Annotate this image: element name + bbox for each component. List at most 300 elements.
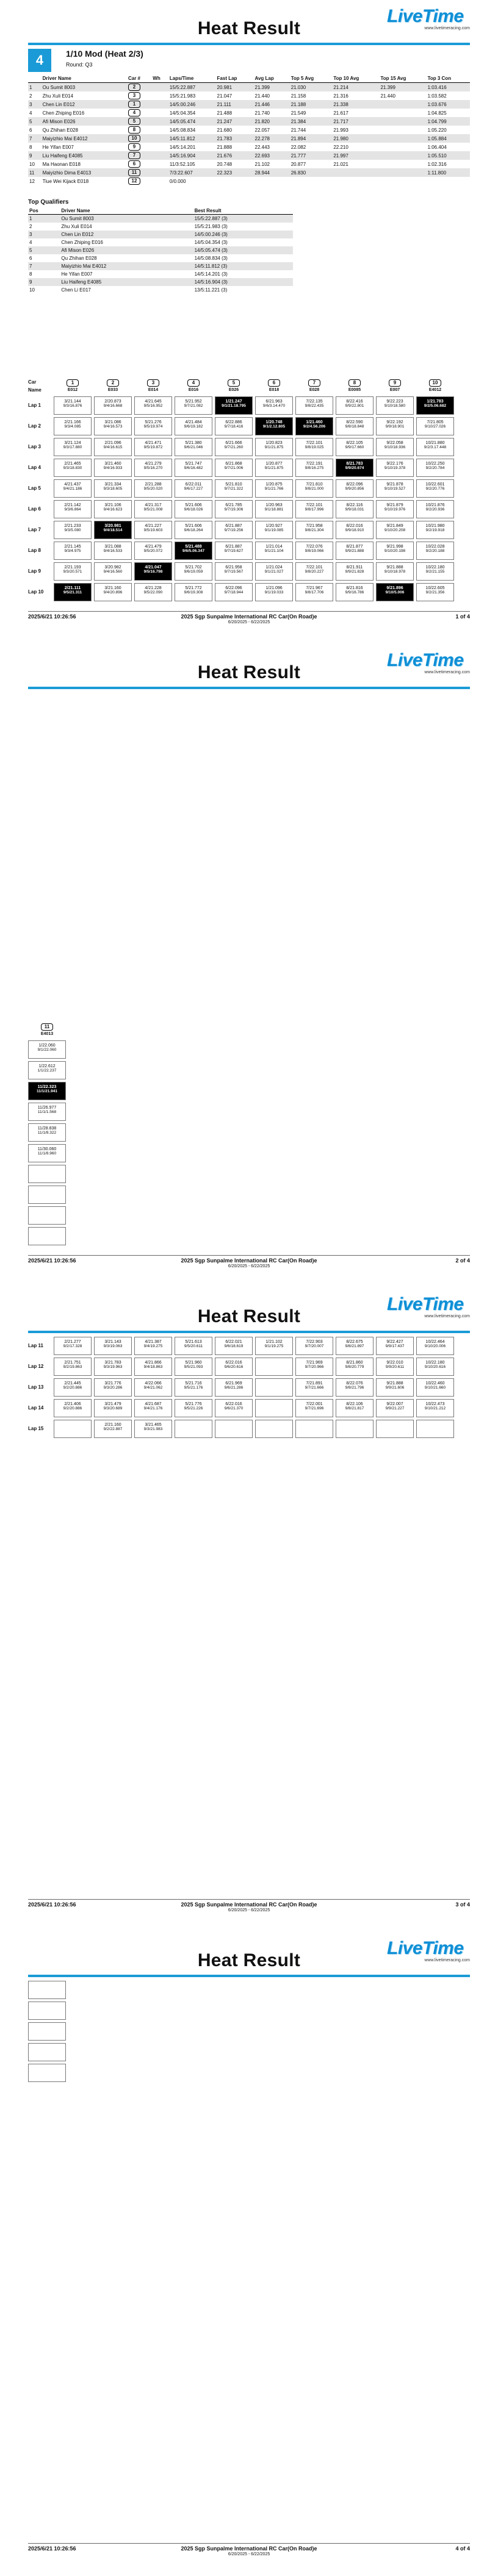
lap-cell-detail: 9/2/3.17.448: [424, 445, 447, 449]
lap-cell-time: 5/21.810: [225, 482, 242, 487]
lap-cell-detail: 9/9/18.901: [385, 424, 405, 429]
lap-cell: [134, 500, 172, 518]
car-number-badge: 11: [41, 1023, 53, 1031]
car-number-badge: 6: [128, 160, 140, 168]
lap-grid-col-header: [255, 379, 293, 392]
lap-cell: [54, 1420, 92, 1438]
lap-cell-time: 3/21.479: [104, 1402, 121, 1406]
lap-cell: [215, 521, 253, 539]
lap-cell-detail: 9/7/20.007: [305, 1344, 324, 1348]
lap-cell: [134, 542, 172, 560]
results-row: [28, 134, 470, 143]
lap-cell: [416, 396, 454, 415]
lap-cell: [94, 1378, 132, 1397]
results-cell-laps: 14/5:14.201: [169, 144, 196, 150]
lap-cell: [255, 542, 293, 560]
results-row: [28, 100, 470, 109]
results-cell-wh: [151, 151, 168, 160]
results-cell-avg: 28.944: [254, 168, 290, 177]
lap-cell: [336, 1337, 374, 1355]
lap-cell-time: 9/21.849: [386, 524, 403, 528]
lap-cell-time: 8/21.911: [346, 565, 363, 570]
livetime-logo: [387, 7, 470, 34]
results-cell-fast: 21.680: [217, 127, 233, 133]
lap-cell: [215, 459, 253, 477]
lap-cell-detail: 9/9/21.888: [345, 549, 364, 553]
results-cell-t10: 21.338: [332, 100, 379, 109]
lap-cell-time: 5/21.772: [185, 586, 202, 590]
tq-cell-best: 13/5:11.221 (3): [194, 287, 228, 293]
results-cell-t3: 1:04.799: [427, 117, 470, 126]
lap-cell: [134, 396, 172, 415]
car-number-badge: 6: [268, 379, 280, 387]
results-cell-t5: 21.744: [290, 127, 306, 133]
lap-cell: [175, 1337, 212, 1355]
lap-cell: [376, 417, 414, 435]
tq-col-header: Best Result: [193, 207, 293, 215]
results-cell-pos: 9: [28, 151, 42, 160]
lap-cell-detail: 9/3/20.689: [103, 1406, 123, 1411]
lap-cell-detail: 9/10/20.006: [424, 1344, 446, 1348]
tq-cell-best: 15/5:22.887 (3): [193, 215, 293, 223]
lap-cell-time: 5/21.776: [185, 1402, 202, 1406]
results-cell-t10: [332, 177, 379, 185]
results-cell-t3: 1:11.800: [427, 168, 470, 177]
lap-cell: [134, 583, 172, 601]
lap-cell: [94, 1337, 132, 1355]
lap-cell: [54, 583, 92, 601]
results-col-header: Top 5 Avg: [290, 74, 333, 83]
lap-cell-detail: 9/3/16.876: [63, 404, 82, 408]
lap-cell-time: 5/21.276: [145, 420, 162, 424]
lap-cell: [54, 1399, 92, 1417]
results-cell-wh: [151, 91, 168, 100]
lap-cell-detail: 9/10/21.660: [424, 1386, 446, 1390]
lap-cell: [295, 459, 333, 477]
tq-cell-name: Zhu Xuli E014: [61, 224, 92, 229]
results-cell-t15: 21.399: [379, 83, 426, 92]
lap-cell-time: 10/22.464: [425, 1340, 445, 1344]
livetime-logo: [387, 1295, 470, 1322]
tq-row: [28, 278, 293, 286]
lap-cell: [416, 417, 454, 435]
lap-cell-detail: 9/9/22.801: [345, 404, 364, 408]
results-cell-t15: [379, 151, 426, 160]
lap-cell-detail: 9/5/21.226: [184, 1406, 203, 1411]
lap-cell: [134, 521, 172, 539]
lap-cell-detail: 9/3/19.063: [103, 1344, 123, 1348]
lap-cell-time: 1/22.060: [38, 1043, 56, 1048]
lap-cell-detail: 9/5/20.072: [143, 549, 163, 553]
results-cell-avg: 21.102: [254, 161, 270, 167]
lap-cell: [54, 438, 92, 456]
results-row: [28, 83, 470, 92]
results-cell-t10: 21.993: [333, 127, 348, 133]
footer-dates: 6/20/2025 - 6/22/2025: [228, 1264, 270, 1268]
lap-cell: [416, 1358, 454, 1376]
footer-event: 2025 Sgp Sunpalme International RC Car(On Road)e: [181, 1258, 317, 1264]
results-cell-name: Chen Lin E012: [42, 100, 127, 109]
results-cell-car: [127, 100, 151, 109]
lap-cell-detail: 9/3/19.963: [103, 1365, 123, 1369]
lap-cell-detail: 9/4/16.560: [103, 570, 123, 574]
lap-cell-time: 10/21.876: [425, 503, 445, 507]
lap-cell-time: 8/21.877: [346, 545, 363, 549]
lap-cell: [175, 500, 212, 518]
footer-divider: [28, 1255, 470, 1256]
car-number-badge: 8: [348, 379, 361, 387]
header-divider: [28, 687, 470, 689]
lap-cell-time: 8/22.590: [346, 420, 363, 424]
lap-cell: [54, 562, 92, 581]
results-cell-car: [127, 151, 151, 160]
results-row: [28, 109, 470, 117]
lap-cell-detail: 9/7/19.567: [224, 570, 244, 574]
lap-cell-detail: 9/10/18.580: [384, 404, 406, 408]
results-row: [28, 177, 470, 185]
lap-cell: [376, 1420, 414, 1438]
lap-cell-time: 2/21.193: [64, 565, 81, 570]
lap-cell-detail: 9/7/19.256: [224, 528, 244, 532]
results-cell-t5: 21.549: [290, 110, 306, 116]
lap-cell: [175, 417, 212, 435]
results-cell-fast: 20.748: [217, 161, 233, 167]
results-cell-name: Maiyizhio Dima E4013: [42, 168, 127, 177]
lap-cell: [134, 479, 172, 498]
lap-cell-time: 8/22.675: [346, 1340, 363, 1344]
results-col-header: Wh: [151, 74, 168, 83]
lap-cell-detail: 9/2/17.328: [63, 1344, 82, 1348]
lap-cell-time: 6/21.963: [265, 399, 283, 404]
results-cell-t3: 1:05.220: [427, 127, 447, 133]
results-cell-car: [127, 160, 151, 168]
lap-cell: [175, 438, 212, 456]
tq-cell-pos: 3: [28, 231, 60, 238]
driver-code: E018: [269, 388, 280, 392]
lap-cell-time: 1/21.460: [306, 420, 323, 424]
lap-cell: [255, 521, 293, 539]
lap-cell-time: 4/22.066: [145, 1381, 162, 1386]
tq-col-header: Driver Name: [60, 207, 193, 215]
lap-cell-time: 3/20.982: [104, 565, 121, 570]
results-col-header: Car #: [127, 74, 151, 83]
lap-cell-time: 1/20.963: [265, 503, 283, 507]
name-label: Name: [28, 387, 42, 393]
tq-row: [28, 231, 293, 238]
car-number-badge: 7: [308, 379, 320, 387]
lap-cell-detail: 9/7/21.666: [305, 1386, 324, 1390]
lap-cell: [295, 479, 333, 498]
lap-label: Lap 1: [28, 402, 41, 408]
lap-cell: [215, 500, 253, 518]
lap-cell-time: 2/21.465: [64, 462, 81, 466]
round-label: Round: Q3: [66, 62, 93, 68]
results-cell-t3: 1:04.825: [427, 110, 447, 116]
lap-cell-time: 5/21.702: [185, 565, 202, 570]
lap-cell-detail: 9/8/21.000: [305, 487, 324, 491]
results-row: [28, 168, 470, 177]
results-cell-t3: 1:06.404: [427, 144, 447, 150]
lap-cell-time: 10/22.601: [425, 482, 445, 487]
tq-cell-pos: 7: [28, 262, 60, 270]
lap-cell-detail: 9/2/19.918: [425, 528, 445, 532]
results-cell-car: [127, 126, 151, 134]
results-cell-fast: 21.247: [216, 117, 254, 126]
lap-cell-detail: 9/10/18.978: [384, 570, 406, 574]
lap-cell: [416, 500, 454, 518]
lap-cell-detail: 9/4/21.186: [63, 487, 82, 491]
lap-cell: [295, 583, 333, 601]
lap-cell: [94, 1399, 132, 1417]
footer-page: 1 of 4: [455, 614, 470, 620]
car-number-badge: 3: [147, 379, 159, 387]
lap-cell-detail: 9/4/16.933: [103, 466, 123, 470]
lap-cell-time: 9/22.192: [386, 420, 403, 424]
results-cell-avg: 22.278: [254, 134, 290, 143]
lap-cell-detail: 9/5/16.952: [143, 404, 163, 408]
lap-cell-detail: 9/4/20.896: [103, 590, 123, 595]
header-divider: [28, 1975, 470, 1977]
lap-cell: [376, 396, 414, 415]
lap-cell-time: 8/22.416: [346, 399, 363, 404]
lap-grid-col-header: [54, 379, 92, 392]
lap-cell: [28, 1103, 66, 1121]
lap-cell-detail: 9/10/19.527: [384, 487, 406, 491]
results-cell-pos: 1: [28, 83, 42, 92]
lap-cell-time: 10/22.605: [425, 586, 445, 590]
lap-cell: [295, 500, 333, 518]
driver-code: E016: [188, 388, 199, 392]
logo-url: www.livetimeracing.com: [424, 1958, 470, 1962]
lap-cell-detail: 9/9/20.611: [385, 1365, 405, 1369]
driver-code: E4012: [428, 388, 442, 392]
lap-cell: [134, 459, 172, 477]
lap-cell-detail: 11/1/8.960: [37, 1151, 57, 1156]
lap-cell: [134, 438, 172, 456]
lap-cell: [215, 583, 253, 601]
lap-cell-detail: 9/1/21.875: [264, 445, 284, 449]
lap-cell-time: 8/21.783: [346, 462, 363, 466]
tq-cell-pos: 6: [29, 256, 32, 261]
lap-cell-detail: 9/5/19.872: [143, 445, 163, 449]
lap-cell-detail: 9/4/21.176: [143, 1406, 163, 1411]
lap-cell-time: 2/21.445: [64, 1381, 81, 1386]
results-cell-wh: [151, 117, 168, 126]
lap-cell: [94, 500, 132, 518]
footer-page: 4 of 4: [455, 2546, 470, 2552]
lap-cell-time: 7/21.969: [306, 1361, 323, 1365]
tq-cell-best: 14/5:08.834 (3): [194, 256, 228, 261]
lap-cell-empty: [28, 1981, 66, 1999]
page-3: [0, 1288, 498, 1932]
lap-cell: [376, 500, 414, 518]
lap-cell: [376, 438, 414, 456]
lap-grid-col-header: [215, 379, 253, 392]
results-cell-laps: 14/5:04.354: [169, 110, 196, 116]
lap-cell: [28, 1144, 66, 1162]
lap-cell-time: 3/21.143: [104, 1340, 121, 1344]
lap-cell-detail: 9/8/16.275: [305, 466, 324, 470]
results-cell-name: Ma Haonan E018: [42, 161, 81, 167]
logo-url: www.livetimeracing.com: [424, 26, 470, 30]
lap-cell: [94, 479, 132, 498]
logo-url: www.livetimeracing.com: [424, 670, 470, 674]
results-col-header: Laps/Time: [168, 74, 216, 83]
lap-cell-detail: 9/7/21.082: [184, 404, 203, 408]
lap-cell-detail: 9/9/18.031: [345, 507, 364, 512]
lap-cell-detail: 9/1/21.18.795: [222, 404, 246, 408]
results-cell-fast: 21.783: [216, 134, 254, 143]
results-cell-car: [127, 109, 151, 117]
lap-label: Lap 15: [28, 1426, 44, 1431]
results-cell-t15: [379, 177, 426, 185]
lap-cell-detail: 9/10/5.006: [385, 590, 405, 595]
lap-grid-col-header: [336, 379, 374, 392]
lap-cell: [336, 542, 374, 560]
lap-cell: [295, 542, 333, 560]
lap-cell-time: 9/22.058: [386, 441, 403, 445]
lap-cell: [295, 1399, 333, 1417]
lap-cell-detail: 9/6/18.619: [224, 1344, 244, 1348]
lap-cell: [54, 1337, 92, 1355]
lap-cell-detail: 9/8/21.897: [345, 1344, 364, 1348]
lap-cell-detail: 9/2/20.784: [425, 466, 445, 470]
footer-date: 2025/6/21 10:26:56: [28, 2546, 76, 2552]
lap-cell-time: 1/21.014: [265, 545, 283, 549]
lap-cell-time: 6/21.785: [225, 503, 242, 507]
lap-label: Lap 10: [28, 589, 44, 595]
lap-cell: [54, 500, 92, 518]
results-cell-wh: [151, 83, 168, 92]
lap-cell-detail: 9/2/20.886: [63, 1406, 82, 1411]
lap-cell: [336, 1358, 374, 1376]
lap-cell-detail: 9/3/18.605: [103, 487, 123, 491]
car-number-badge: 1: [128, 101, 140, 108]
results-cell-t10: 21.717: [332, 117, 379, 126]
lap-cell: [175, 542, 212, 560]
lap-cell-time: 6/22.096: [225, 586, 242, 590]
tq-cell-name: Qu Zhihan E028: [61, 256, 97, 261]
lap-cell-time: 9/22.223: [386, 399, 403, 404]
lap-cell: [336, 396, 374, 415]
lap-cell-detail: 9/8/21.817: [345, 1406, 364, 1411]
car-number-badge: 2: [107, 379, 119, 387]
page-title: Heat Result: [197, 662, 301, 682]
results-cell-pos: 6: [29, 127, 32, 133]
page-4: [0, 1932, 498, 2576]
lap-cell: [336, 1420, 374, 1438]
lap-cell-detail: 9/6/19.182: [184, 424, 203, 429]
lap-cell-detail: 9/6/20.616: [224, 1365, 244, 1369]
lap-cell-detail: 9/4/18.863: [143, 1365, 163, 1369]
results-col-header: [28, 74, 42, 83]
results-cell-name: Maiyizhio Mai E4012: [42, 134, 127, 143]
lap-cell-time: 2/21.160: [104, 1423, 121, 1427]
lap-cell-detail: 9/9/21.606: [385, 1386, 405, 1390]
lap-cell-detail: 9/8/20.227: [305, 570, 324, 574]
lap-cell: [94, 542, 132, 560]
lap-cell-time: 8/22.105: [346, 441, 363, 445]
results-cell-wh: [151, 177, 168, 185]
lap-cell-time: 4/21.279: [145, 462, 162, 466]
lap-cell-detail: 9/4/16.615: [103, 445, 123, 449]
lap-cell: [255, 479, 293, 498]
lap-cell-time: 5/21.606: [185, 503, 202, 507]
lap-cell-time: 2/21.233: [64, 524, 81, 528]
lap-cell: [376, 583, 414, 601]
lap-cell-time: 6/21.666: [225, 441, 242, 445]
results-col-header: Top 3 Con: [427, 74, 470, 83]
logo-text: LiveTime: [387, 1938, 464, 1958]
lap-cell-time: 7/21.810: [306, 482, 323, 487]
results-cell-car: [127, 117, 151, 126]
lap-grid-col-header: [295, 379, 333, 392]
lap-cell: [94, 417, 132, 435]
lap-cell-empty: [28, 2043, 66, 2061]
lap-label: Lap 5: [28, 485, 41, 491]
footer-page: 2 of 4: [455, 1258, 470, 1264]
tq-row: [28, 246, 293, 254]
lap-cell-detail: 9/6/21.370: [224, 1406, 244, 1411]
lap-cell-time: 3/21.160: [104, 586, 121, 590]
driver-code: E026: [228, 388, 239, 392]
lap-cell-detail: 9/6/18.026: [184, 507, 203, 512]
page-1: [0, 0, 498, 644]
lap-grid-col-header: [28, 1023, 66, 1036]
lap-cell-detail: 9/5/21.093: [184, 1365, 203, 1369]
lap-cell-time: 2/21.142: [64, 503, 81, 507]
lap-cell: [28, 1082, 66, 1100]
lap-cell: [28, 1227, 66, 1245]
results-cell-avg: 21.446: [254, 100, 290, 109]
lap-cell-empty: [28, 2002, 66, 2020]
lap-grid-col-header: [134, 379, 172, 392]
lap-cell-time: 3/21.086: [104, 420, 121, 424]
footer-dates: 6/20/2025 - 6/22/2025: [228, 1908, 270, 1912]
lap-cell: [175, 521, 212, 539]
footer-divider: [28, 1899, 470, 1900]
lap-cell-time: 7/22.135: [306, 399, 323, 404]
lap-cell-time: 9/22.010: [386, 1361, 403, 1365]
logo-url: www.livetimeracing.com: [424, 1314, 470, 1318]
tq-cell-name: Afi Mison E026: [60, 246, 193, 254]
lap-cell-time: 4/21.471: [145, 441, 162, 445]
results-cell-t10: 21.980: [332, 134, 379, 143]
lap-cell: [336, 562, 374, 581]
lap-cell: [255, 459, 293, 477]
lap-cell-time: 10/22.473: [425, 1402, 445, 1406]
footer-date: 2025/6/21 10:26:56: [28, 1902, 76, 1908]
lap-cell-detail: 9/7/18.416: [224, 424, 244, 429]
lap-cell-time: 3/21.460: [104, 462, 121, 466]
lap-cell: [54, 542, 92, 560]
lap-cell-detail: 9/9/17.660: [345, 445, 364, 449]
results-cell-name: Liu Haifeng E4085: [42, 151, 127, 160]
lap-cell-time: 3/21.124: [64, 441, 81, 445]
lap-cell-time: 9/21.878: [386, 482, 403, 487]
lap-cell: [255, 500, 293, 518]
results-cell-t15: [379, 160, 426, 168]
results-cell-t3: 1:03.676: [427, 100, 470, 109]
lap-cell-detail: 9/8/18.848: [345, 424, 364, 429]
results-cell-fast: 21.047: [217, 93, 233, 99]
lap-cell-detail: 9/4/16.573: [103, 424, 123, 429]
lap-cell-time: 6/21.868: [225, 462, 242, 466]
lap-cell-time: 8/22.116: [346, 503, 363, 507]
results-cell-fast: 21.111: [216, 100, 254, 109]
lap-cell: [54, 521, 92, 539]
results-cell-t10: 21.214: [332, 83, 379, 92]
